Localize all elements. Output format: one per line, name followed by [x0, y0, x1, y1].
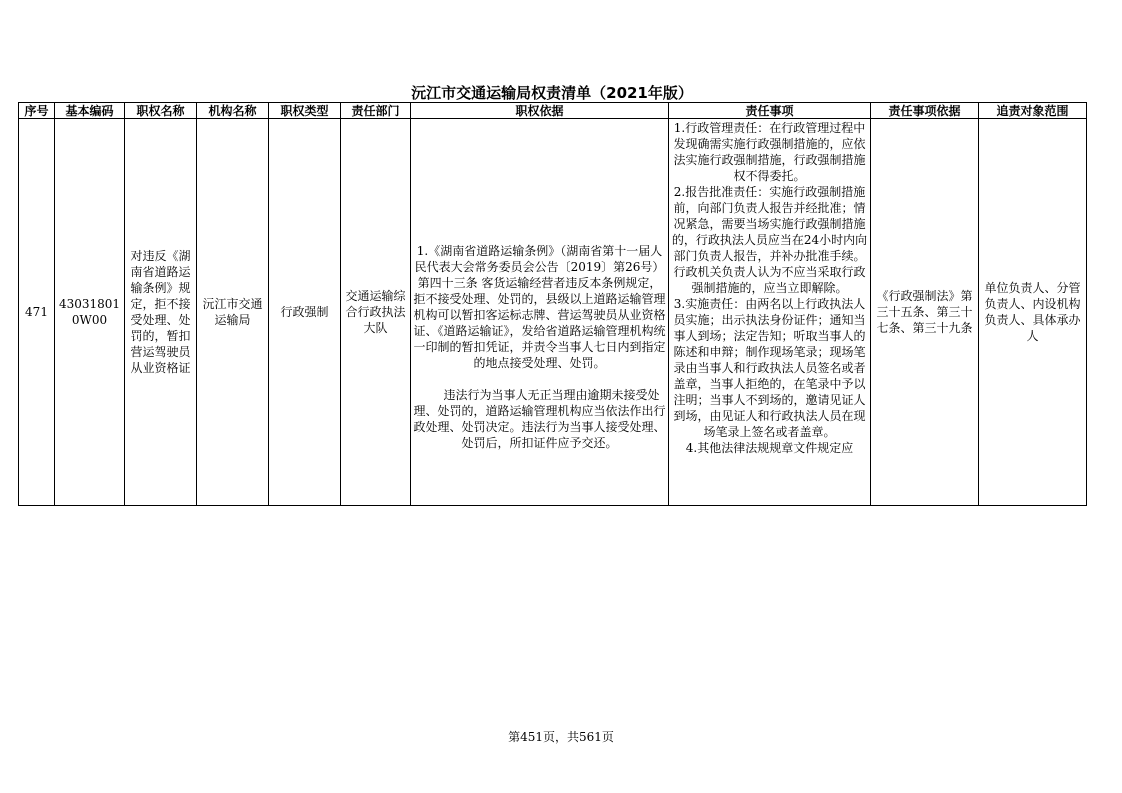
basis-paragraph: 违法行为当事人无正当理由逾期未接受处理、处罚的，道路运输管理机构应当依法作出行政处理、处罚决定。违法行为当事人接受处理、处罚后，所扣证件应予交还。	[413, 388, 666, 450]
duty-paragraph: 3.实施责任：由两名以上行政执法人员实施；出示执法身份证件；通知当事人到场；法定告知；听取当事人的陈述和申辩；制作现场笔录；现场笔录由当事人和行政执法人员签名或者盖章，当事人拒绝的，在笔录中予以注明；当事人不到场的，邀请见证人到场，由见证人和行政执法人员在现场笔录上签名或者盖章。	[673, 296, 866, 439]
cell-org-name: 沅江市交通运输局	[197, 119, 269, 506]
cell-duty-basis: 《行政强制法》第三十五条、第三十七条、第三十九条	[871, 119, 979, 506]
header-power-name: 职权名称	[125, 103, 197, 119]
duty-paragraph: 4.其他法律法规规章文件规定应	[685, 440, 854, 455]
cell-seq: 471	[19, 119, 55, 506]
header-accountability: 追责对象范围	[979, 103, 1087, 119]
power-list-table	[18, 102, 1087, 506]
table-row	[19, 119, 1087, 506]
page-title: 沅江市交通运输局权责清单（2021年版）	[411, 84, 693, 102]
cell-code: 430318010W00	[55, 119, 125, 506]
cell-power-type: 行政强制	[269, 119, 341, 506]
header-dept: 责任部门	[341, 103, 411, 119]
header-org-name: 机构名称	[197, 103, 269, 119]
header-basis: 职权依据	[411, 103, 669, 119]
header-row	[19, 103, 1087, 119]
cell-accountability: 单位负责人、分管负责人、内设机构负责人、具体承办人	[979, 119, 1087, 506]
page-number: 第451页，共561页	[508, 730, 614, 744]
cell-duties	[669, 119, 871, 506]
cell-dept: 交通运输综合行政执法大队	[341, 119, 411, 506]
header-seq: 序号	[19, 103, 55, 119]
duty-paragraph: 2.报告批准责任：实施行政强制措施前，向部门负责人报告并经批准；情况紧急，需要当场实施行政强制措施的，行政执法人员应当在24小时内向部门负责人报告，并补办批准手续。行政机关负责人认为不应当采取行政强制措施的，应当立即解除。	[671, 184, 868, 295]
duty-paragraph: 1.行政管理责任：在行政管理过程中发现确需实施行政强制措施的，应依法实施行政强制措施，行政强制措施权不得委托。	[673, 120, 866, 183]
header-code: 基本编码	[55, 103, 125, 119]
header-duties: 责任事项	[669, 103, 871, 119]
basis-paragraph: 1.《湖南省道路运输条例》（湖南省第十一届人民代表大会常务委员会公告〔2019〕第26号）第四十三条 客货运输经营者违反本条例规定，拒不接受处理、处罚的，县级以上道路运输管理机构可以暂扣客运标志牌、营运驾驶员从业资格证、《道路运输证》，发给省道路运输管理机构统一印制的暂扣凭证，并责令当事人七日内到指定的地点接受处理、处罚。	[413, 244, 666, 370]
header-power-type: 职权类型	[269, 103, 341, 119]
cell-basis	[411, 119, 669, 506]
cell-power-name: 对违反《湖南省道路运输条例》规定，拒不接受处理、处罚的，暂扣营运驾驶员从业资格证	[125, 119, 197, 506]
header-duty-basis: 责任事项依据	[871, 103, 979, 119]
